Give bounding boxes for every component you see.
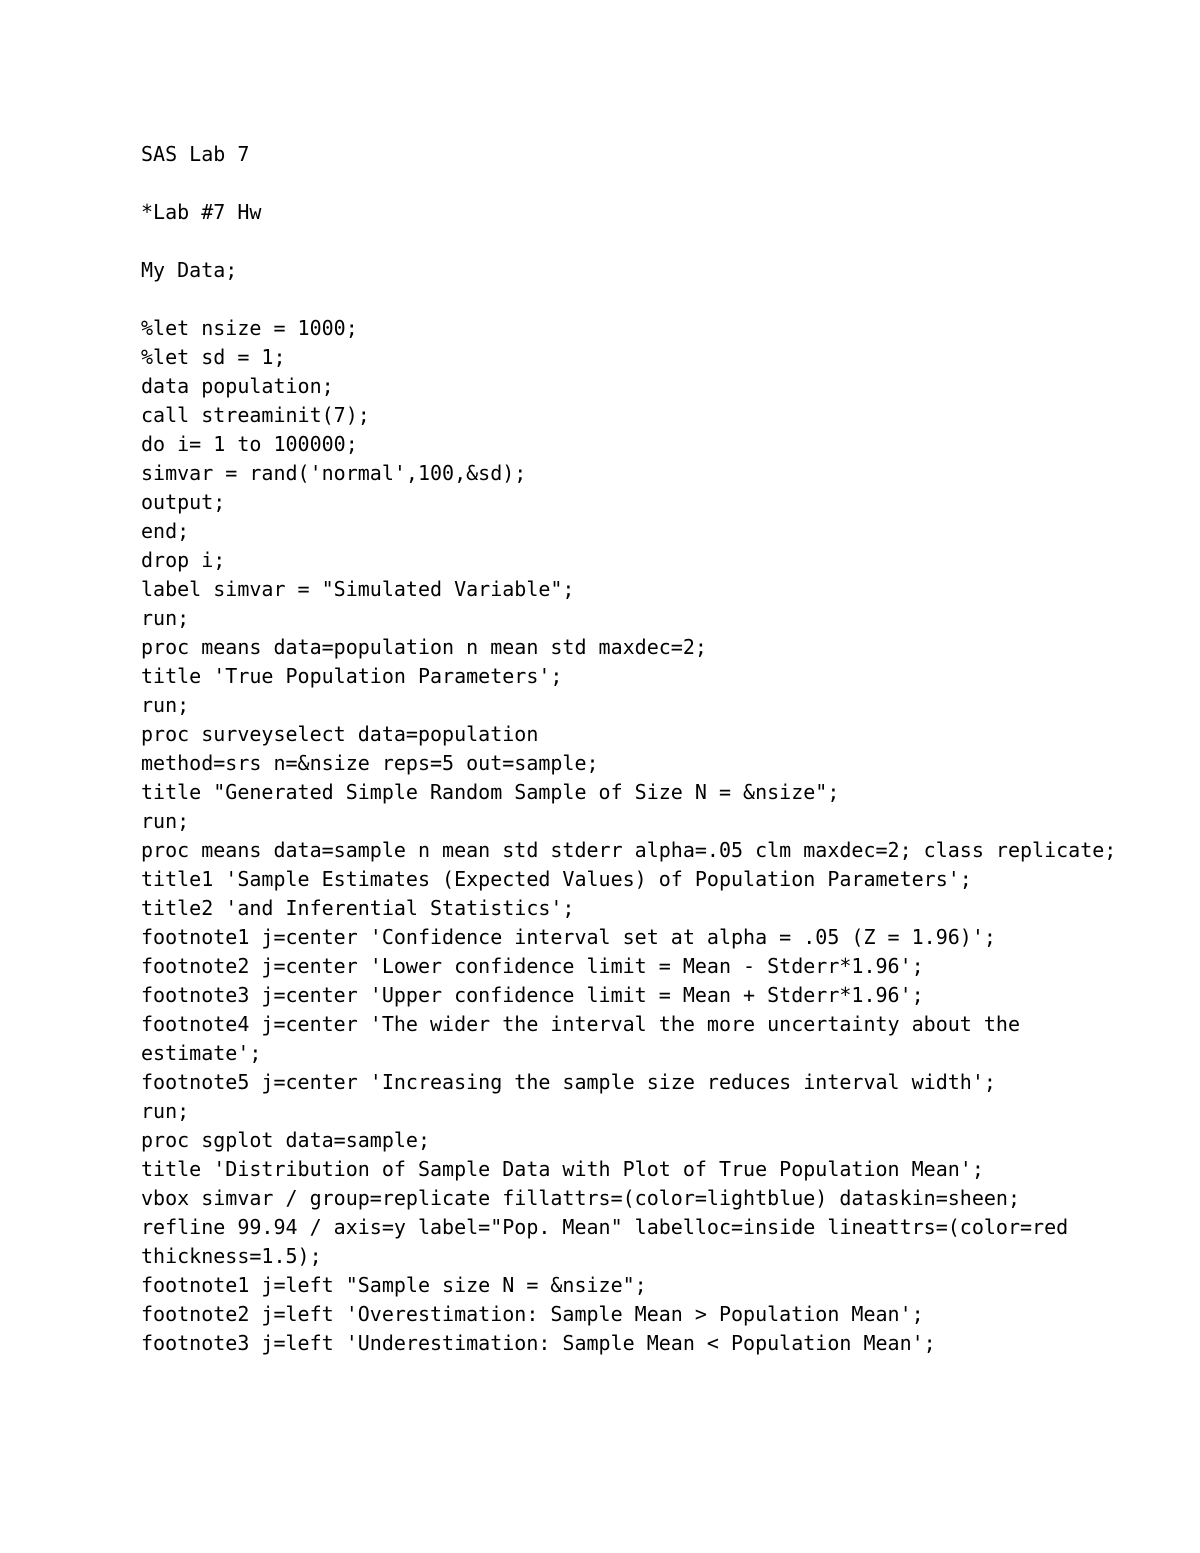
code-line: proc means data=sample n mean std stderr alpha=.05 clm maxdec=2; class replicate; (141, 838, 1117, 862)
code-line: end; (141, 519, 190, 543)
code-line: title "Generated Simple Random Sample of Size N = &nsize"; (141, 780, 840, 804)
code-line: %let nsize = 1000; (141, 316, 358, 340)
code-line: proc sgplot data=sample; (141, 1128, 430, 1152)
code-line: footnote5 j=center 'Increasing the sample size reduces interval width'; (141, 1070, 996, 1094)
document-body (141, 140, 1141, 1358)
code-line: do i= 1 to 100000; (141, 432, 358, 456)
code-line: run; (141, 693, 190, 717)
code-line: call streaminit(7); (141, 403, 370, 427)
code-line: title2 'and Inferential Statistics'; (141, 896, 575, 920)
code-line: proc surveyselect data=population (141, 722, 539, 746)
code-line: label simvar = "Simulated Variable"; (141, 577, 575, 601)
code-line: output; (141, 490, 226, 514)
code-line: footnote4 j=center 'The wider the interval the more uncertainty about the estimate'; (141, 1012, 1033, 1065)
code-line: title1 'Sample Estimates (Expected Values) of Population Parameters'; (141, 867, 972, 891)
code-line: vbox simvar / group=replicate fillattrs=(color=lightblue) dataskin=sheen; (141, 1186, 1020, 1210)
code-line: footnote1 j=center 'Confidence interval set at alpha = .05 (Z = 1.96)'; (141, 925, 996, 949)
code-line: footnote3 j=left 'Underestimation: Sample Mean < Population Mean'; (141, 1331, 936, 1355)
code-line: footnote2 j=center 'Lower confidence limit = Mean - Stderr*1.96'; (141, 954, 924, 978)
code-line: title 'Distribution of Sample Data with Plot of True Population Mean'; (141, 1157, 984, 1181)
code-line: run; (141, 1099, 190, 1123)
code-line: drop i; (141, 548, 226, 572)
section-label: My Data; (141, 258, 238, 282)
sas-code-block (141, 314, 1141, 1358)
code-line: run; (141, 809, 190, 833)
code-line: refline 99.94 / axis=y label="Pop. Mean" labelloc=inside lineattrs=(color=red thickness=1.5); (141, 1215, 1081, 1268)
code-line: proc means data=population n mean std maxdec=2; (141, 635, 707, 659)
code-line: footnote1 j=left "Sample size N = &nsize"; (141, 1273, 647, 1297)
code-line: title 'True Population Parameters'; (141, 664, 563, 688)
code-line: footnote3 j=center 'Upper confidence limit = Mean + Stderr*1.96'; (141, 983, 924, 1007)
code-line: run; (141, 606, 190, 630)
code-line: simvar = rand('normal',100,&sd); (141, 461, 527, 485)
code-line: method=srs n=&nsize reps=5 out=sample; (141, 751, 599, 775)
code-line: %let sd = 1; (141, 345, 286, 369)
code-line: footnote2 j=left 'Overestimation: Sample Mean > Population Mean'; (141, 1302, 924, 1326)
document-title: SAS Lab 7 (141, 142, 250, 166)
code-line: data population; (141, 374, 334, 398)
lab-comment: *Lab #7 Hw (141, 200, 262, 224)
